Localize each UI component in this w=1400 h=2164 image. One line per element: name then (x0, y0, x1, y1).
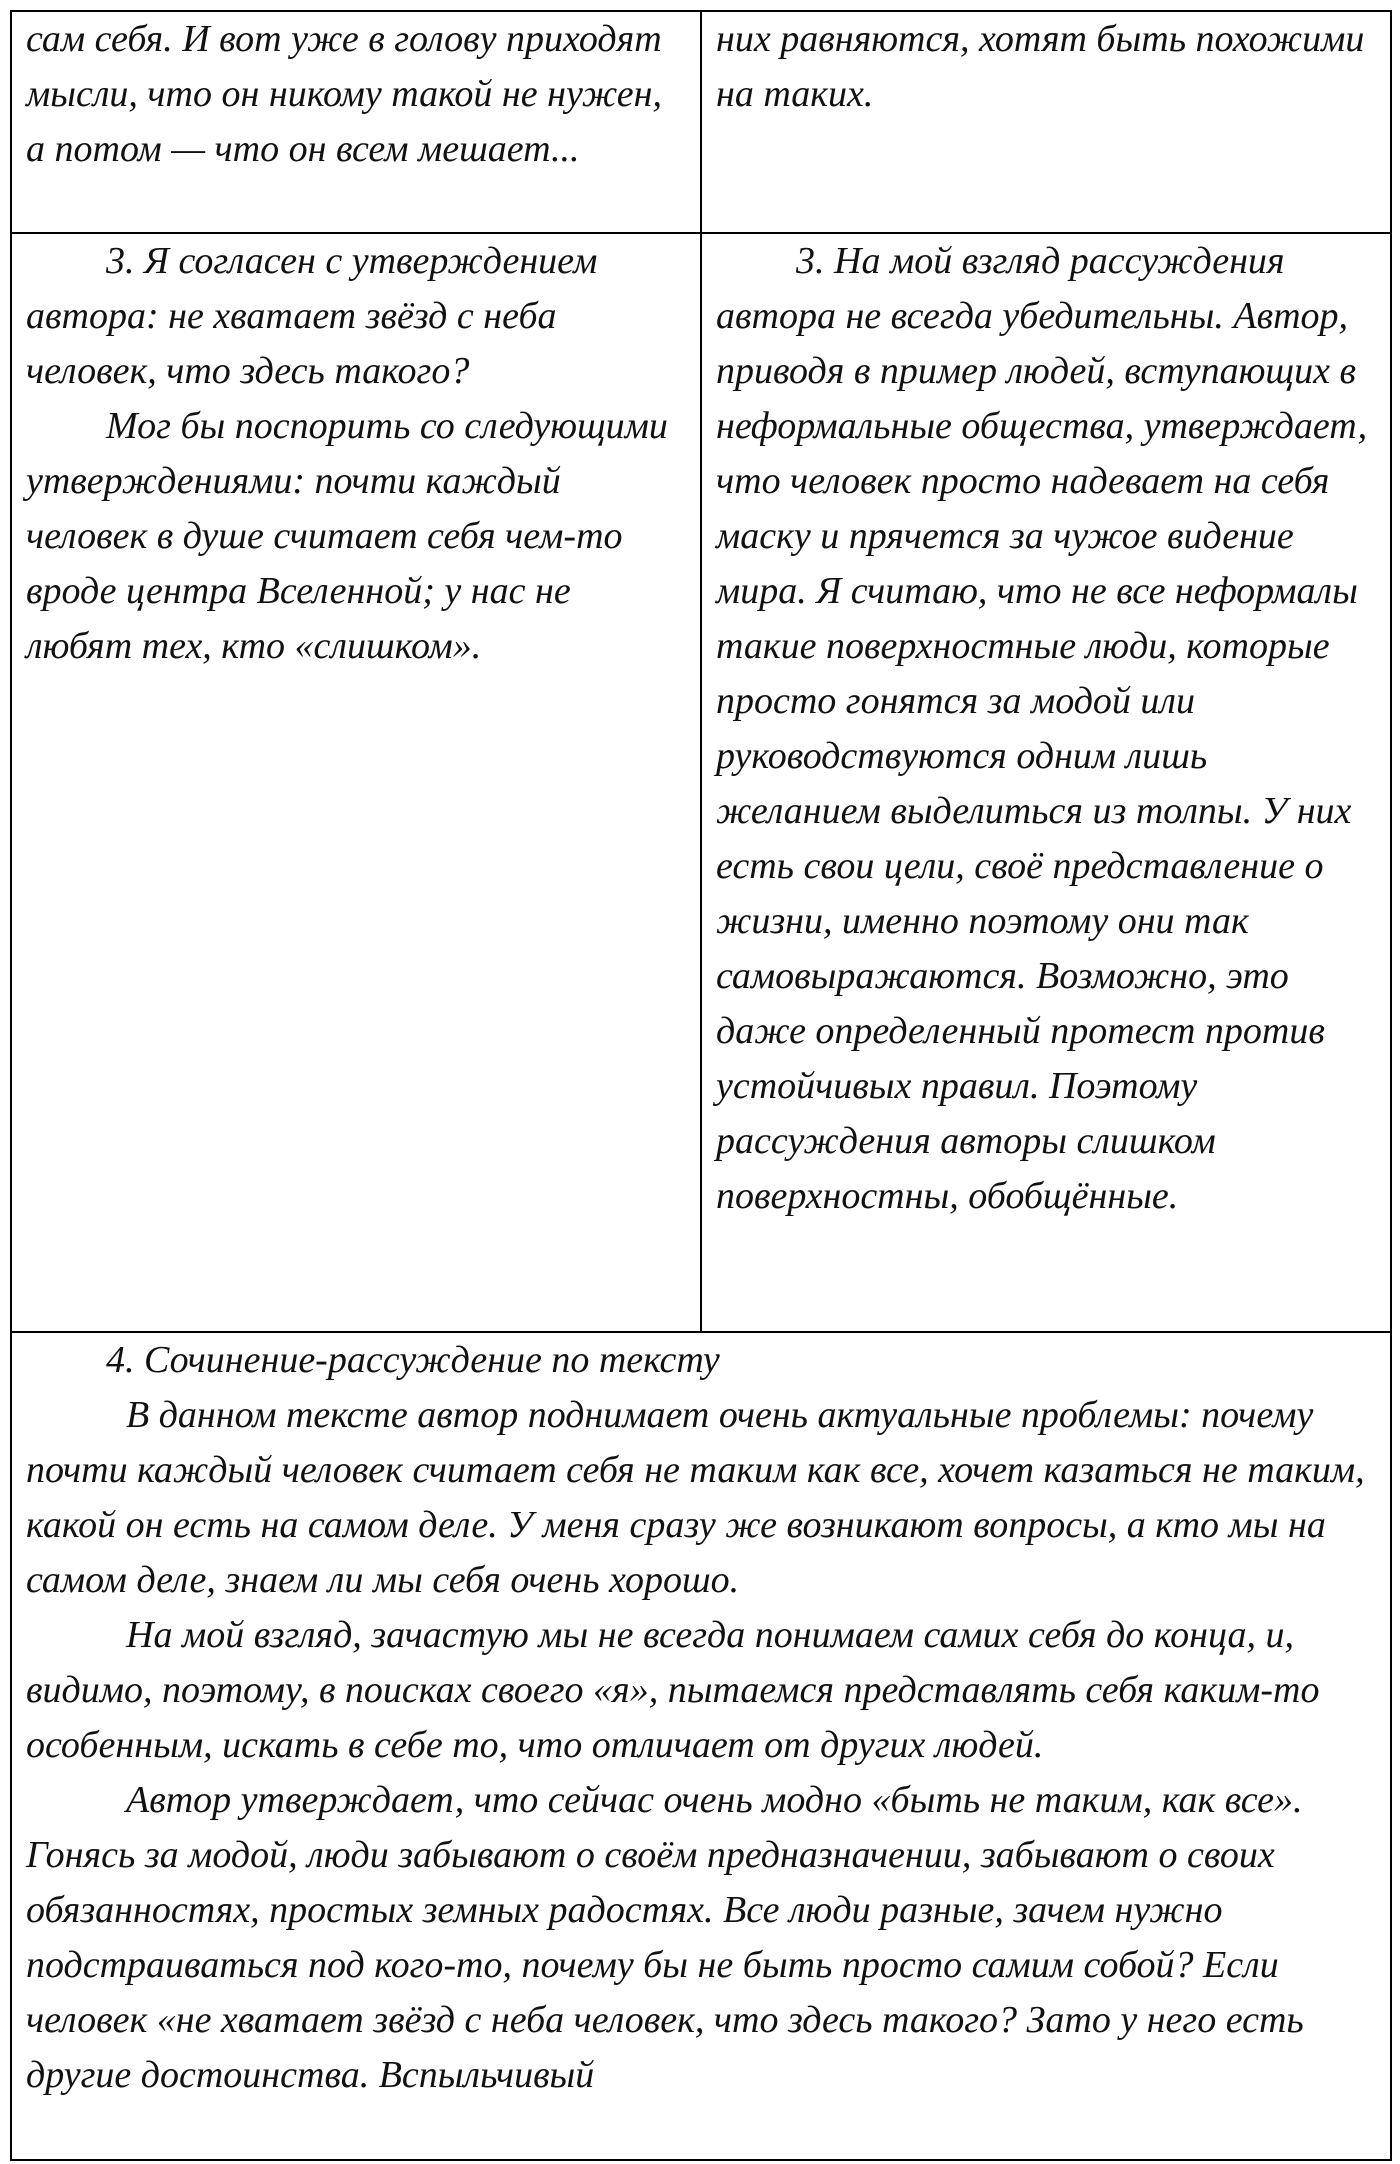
text-paragraph: сам себя. И вот уже в голову приходят мысли, что он никому такой не нужен, а потом — что он всем мешает... (26, 18, 662, 170)
table-row (11, 1332, 1391, 2160)
table-row (11, 233, 1391, 1332)
table-cell-full (11, 1332, 1391, 2160)
text-paragraph: На мой взгляд, зачастую мы не всегда понимаем самих себя до конца, и, видимо, поэтому, в поисках своего «я», пытаемся представлять себя каким-то особенным, искать в себе то, что отличает от других людей. (26, 1614, 1320, 1766)
table-cell-left (11, 233, 701, 1332)
text-paragraph: них равняются, хотят быть похожими на таких. (716, 18, 1365, 115)
section-heading: 4. Сочинение-рассуждение по тексту (106, 1339, 720, 1381)
table-cell-left (11, 11, 701, 233)
text-paragraph: 3. Я согласен с утверждением автора: не хватает звёзд с неба человек, что здесь такого? (26, 240, 598, 392)
table-cell-right (701, 233, 1391, 1332)
table-cell-right (701, 11, 1391, 233)
text-paragraph: Мог бы поспорить со следующими утверждениями: почти каждый человек в душе считает себя чем-то вроде центра Вселенной; у нас не любят тех, кто «слишком». (26, 405, 668, 667)
table-row (11, 11, 1391, 233)
text-paragraph: 3. На мой взгляд рассуждения автора не всегда убедительны. Автор, приводя в пример людей, вступающих в неформальные общества, утверждает, что человек просто надевает на себя маску и прячется за чужое видение мира. Я считаю, что не все неформалы такие поверхностные люди, которые просто гонятся за модой или руководствуются одним лишь желанием выделиться из толпы. У них есть свои цели, своё представление о жизни, именно поэтому они так самовыражаются. Возможно, это даже определенный протест против устойчивых правил. Поэтому рассуждения авторы слишком поверхностны, обобщённые. (716, 240, 1368, 1217)
document-page (10, 10, 1390, 2154)
essay-table (10, 10, 1392, 2161)
text-paragraph: В данном тексте автор поднимает очень актуальные проблемы: почему почти каждый человек считает себя не таким как все, хочет казаться не таким, какой он есть на самом деле. У меня сразу же возникают вопросы, а кто мы на самом деле, знаем ли мы себя очень хорошо. (26, 1394, 1365, 1601)
text-paragraph: Автор утверждает, что сейчас очень модно «быть не таким, как все». Гонясь за модой, люди забывают о своём предназначении, забывают о своих обязанностях, простых земных радостях. Все люди разные, зачем нужно подстраиваться под кого-то, почему бы не быть просто самим собой? Если человек «не хватает звёзд с неба человек, что здесь такого? Зато у него есть другие достоинства. Вспыльчивый (26, 1779, 1304, 2096)
